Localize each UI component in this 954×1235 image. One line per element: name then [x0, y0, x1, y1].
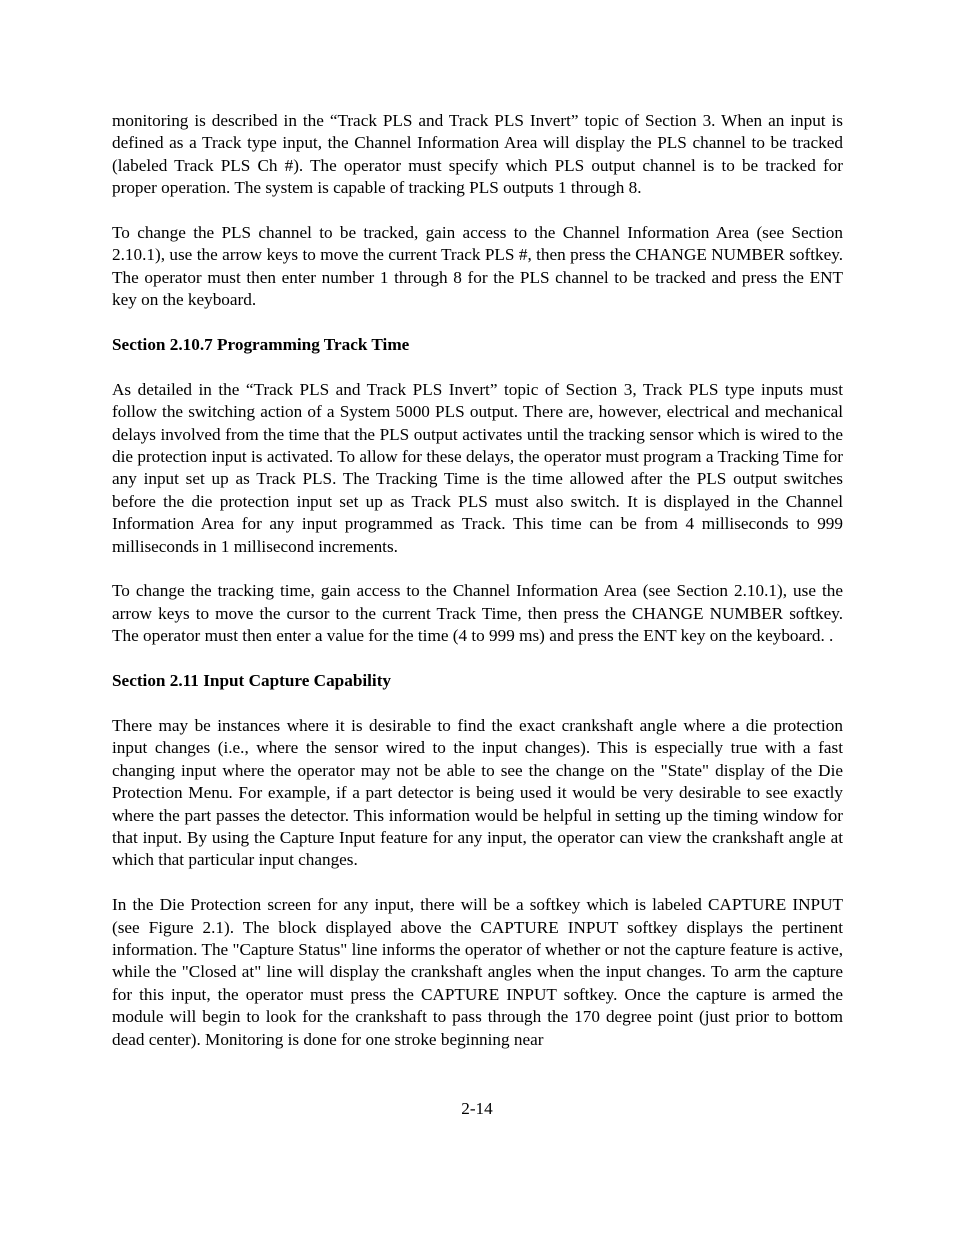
paragraph-change-tracking-time: To change the tracking time, gain access to the Channel Information Area (see Section 2.10.1), use the arrow keys to move the cursor to the current Track Time, then press the CHANGE NUMBER softkey. The operator must then enter a value for the time (4 to 999 ms) and press the ENT key on the keyboard. .	[112, 581, 843, 646]
paragraph-track-time-detail: As detailed in the “Track PLS and Track PLS Invert” topic of Section 3, Track PLS type inputs must follow the switching action of a System 5000 PLS output. There are, however, electrical and mechanical delays involved from the time that the PLS output activates until the tracking sensor which is wired to the die protection input is activated. To allow for these delays, the operator must program a Tracking Time for any input set up as Track PLS. The Tracking Time is the time allowed after the PLS output switches before the die protection input set up as Track PLS must also switch. It is displayed in the Channel Information Area for any input programmed as Track. This time can be from 4 milliseconds to 999 milliseconds in 1 millisecond increments.	[112, 379, 843, 556]
paragraph-change-pls-channel: To change the PLS channel to be tracked, gain access to the Channel Information Area (see Section 2.10.1), use the arrow keys to move the current Track PLS #, then press the CHANGE NUMBER softkey. The operator must then enter number 1 through 8 for the PLS channel to be tracked and press the ENT key on the keyboard.	[112, 223, 843, 310]
page-number: 2-14	[461, 1099, 493, 1118]
paragraph-capture-softkey: In the Die Protection screen for any input, there will be a softkey which is labeled CAPTURE INPUT (see Figure 2.1). The block displayed above the CAPTURE INPUT softkey displays the pertinent information. The "Capture Status" line informs the operator of whether or not the capture feature is active, while the "Closed at" line will display the crankshaft angles when the input changes. To arm the capture for this input, the operator must press the CAPTURE INPUT softkey. Once the capture is armed the module will begin to look for the crankshaft to pass through the 170 degree point (just prior to bottom dead center). Monitoring is done for one stroke beginning near	[112, 895, 843, 1049]
paragraph-capture-intro: There may be instances where it is desirable to find the exact crankshaft angle where a die protection input changes (i.e., where the sensor wired to the input changes). This is especially true with a fast changing input where the operator may not be able to see the change on the "State" display of the Die Protection Menu. For example, if a part detector is being used it would be very desirable to see exactly where the part passes the detector. This information would be helpful in setting up the timing window for that input. By using the Capture Input feature for any input, the operator can view the crankshaft angle at which that particular input changes.	[112, 715, 843, 870]
page-body	[112, 110, 843, 1073]
section-heading-programming-track-time: Section 2.10.7 Programming Track Time	[112, 335, 410, 355]
section-heading-input-capture: Section 2.11 Input Capture Capability	[112, 671, 392, 691]
paragraph-track-pls-monitoring: monitoring is described in the “Track PLS and Track PLS Invert” topic of Section 3. When an input is defined as a Track type input, the Channel Information Area will display the PLS channel to be tracked (labeled Track PLS Ch #). The operator must specify which PLS output channel is to be tracked for proper operation. The system is capable of tracking PLS outputs 1 through 8.	[112, 111, 843, 198]
